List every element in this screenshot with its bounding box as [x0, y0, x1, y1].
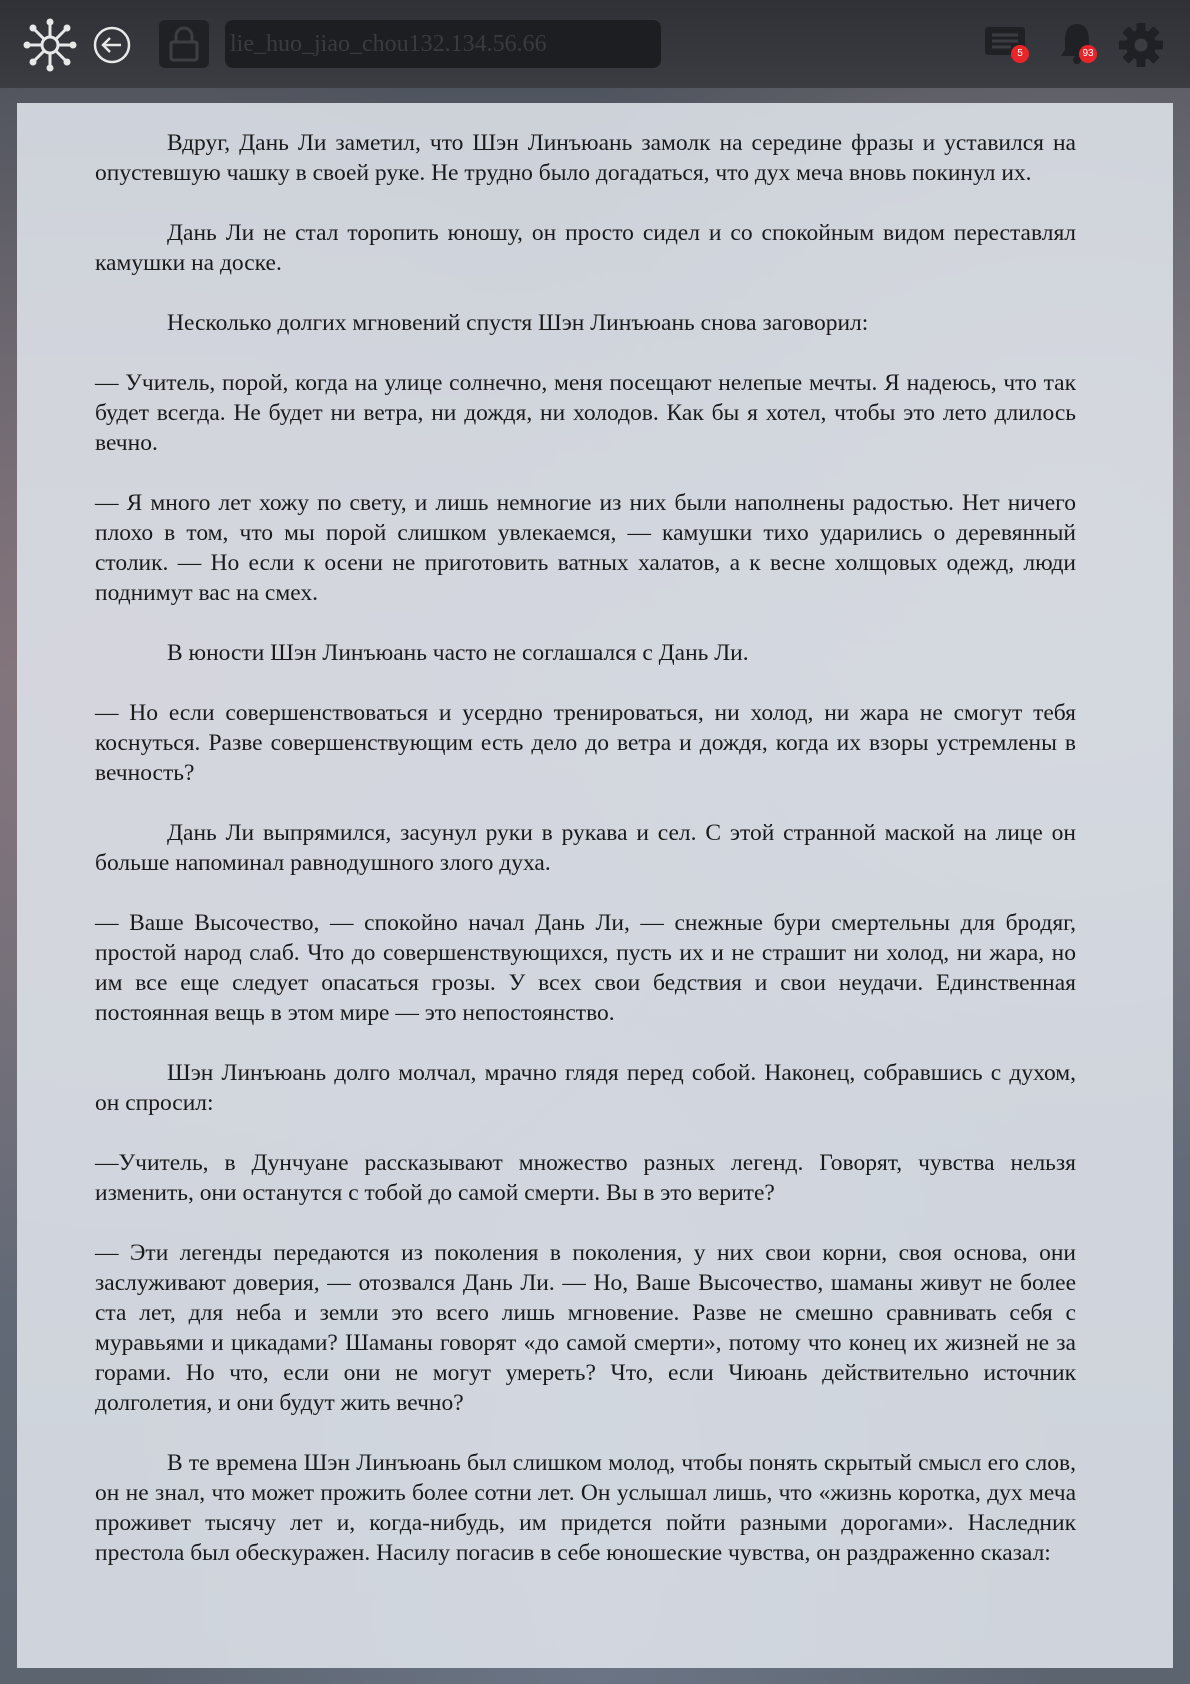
paragraph: —Учитель, в Дунчуане рассказывают множество разных легенд. Говорят, чувства нельзя изменить, они останутся с тобой до самой смерти. Вы в это верите? [95, 1150, 1076, 1206]
paragraph: — Я много лет хожу по свету, и лишь немногие из них были наполнены радостью. Нет ничего плохо в том, что мы порой слишком увлекаемся, — камушки тихо ударились о деревянный столик. — Но если к осени не приготовить ватных халатов, а к весне холщовых одежд, люди поднимут вас на смех. [95, 490, 1076, 606]
back-arrow-icon[interactable] [92, 25, 132, 65]
messages-badge: 5 [1011, 45, 1029, 63]
paragraph: — Эти легенды передаются из поколения в поколения, у них свои корни, своя основа, они заслуживают доверия, — отозвался Дань Ли. — Но, Ваше Высочество, шаманы живут не более ста лет, для неба и земли это всего лишь мгновение. Разве не смешно сравнивать себя с муравьями и цикадами? Шаманы говорят «до самой смерти», потому что конец их жизней не за горами. Но что, если они не могут умереть? Что, если Чиюань действительно источник долголетия, и они будут жить вечно? [95, 1240, 1076, 1416]
paragraph: Несколько долгих мгновений спустя Шэн Линъюань снова заговорил: [167, 310, 869, 336]
paragraph: В юности Шэн Линъюань часто не соглашался с Дань Ли. [167, 640, 749, 666]
address-bar[interactable]: lie_huo_jiao_chou132.134.56.66 [225, 20, 661, 68]
paragraph: — Учитель, порой, когда на улице солнечно, меня посещают нелепые мечты. Я надеюсь, что так будет всегда. Не будет ни ветра, ни дождя, ни холодов. Как бы я хотел, чтобы это лето длилось вечно. [95, 370, 1076, 456]
reading-page [17, 103, 1173, 1668]
network-logo-icon[interactable] [22, 17, 78, 73]
notifications-badge: 93 [1079, 45, 1097, 63]
lock-icon [168, 26, 200, 62]
paragraph: В те времена Шэн Линъюань был слишком молод, чтобы понять скрытый смысл его слов, он не знал, что может прожить более сотни лет. Он услышал лишь, что «жизнь коротка, дух меча проживет тысячу лет и, когда-нибудь, им придется пойти разными дорогами». Наследник престола был обескуражен. Насилу погасив в себе юношеские чувства, он раздраженно сказал: [95, 1450, 1076, 1566]
top-toolbar [0, 0, 1190, 88]
lock-button[interactable] [159, 20, 209, 68]
paragraph: Шэн Линъюань долго молчал, мрачно глядя перед собой. Наконец, собравшись с духом, он спросил: [95, 1060, 1076, 1116]
gear-icon[interactable] [1118, 22, 1164, 68]
paragraph: — Но если совершенствоваться и усердно тренироваться, ни холод, ни жара не смогут тебя коснуться. Разве совершенствующим есть дело до ветра и дождя, когда их взоры устремлены в вечность? [95, 700, 1076, 786]
paragraph: — Ваше Высочество, — спокойно начал Дань Ли, — снежные бури смертельны для бродяг, простой народ слаб. Что до совершенствующихся, пусть их и не страшит ни холод, ни жара, но им все еще следует опасаться грозы. У всех свои бедствия и свои неудачи. Единственная постоянная вещь в этом мире — это непостоянство. [95, 910, 1076, 1026]
paragraph: Дань Ли выпрямился, засунул руки в рукава и сел. С этой странной маской на лице он больше напоминал равнодушного злого духа. [95, 820, 1076, 876]
paragraph: Вдруг, Дань Ли заметил, что Шэн Линъюань замолк на середине фразы и уставился на опустевшую чашку в своей руке. Не трудно было догадаться, что дух меча вновь покинул их. [95, 130, 1076, 186]
paragraph: Дань Ли не стал торопить юношу, он просто сидел и со спокойным видом переставлял камушки на доске. [95, 220, 1076, 276]
